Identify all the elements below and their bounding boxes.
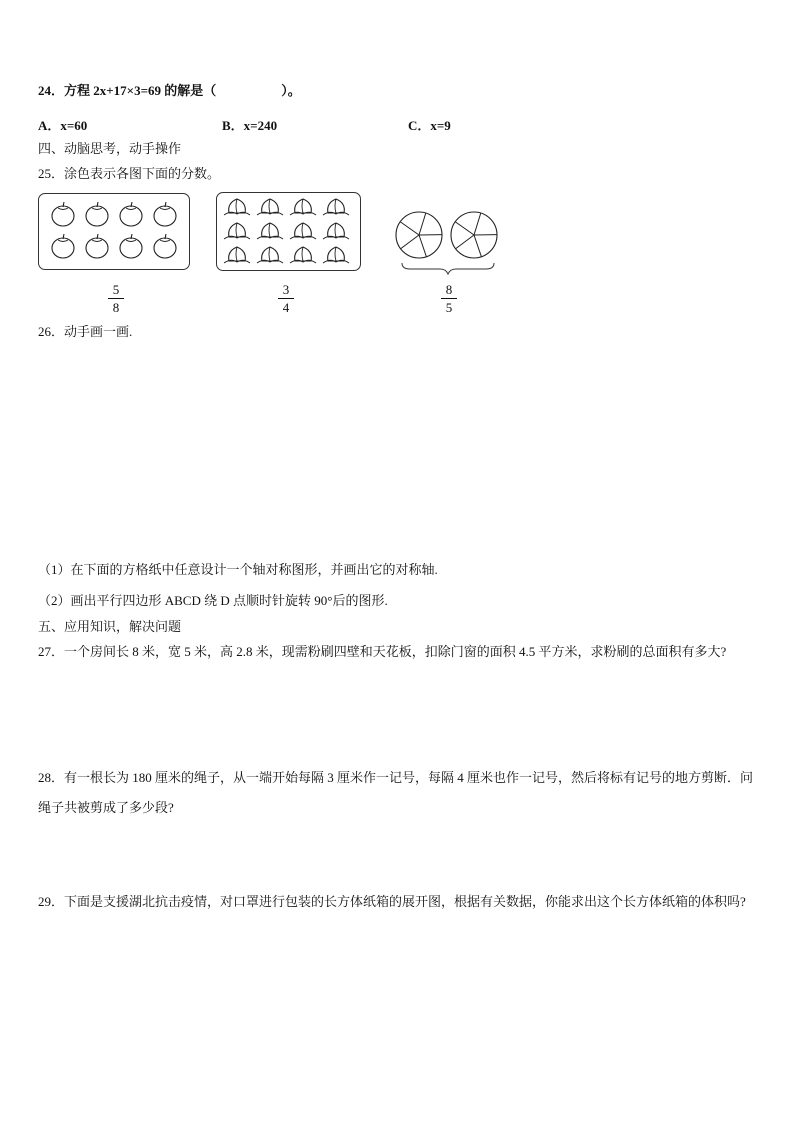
apple-icon	[154, 234, 176, 258]
question-24: 24．方程 2x+17×3=69 的解是（ ）。	[38, 83, 301, 98]
fraction-peaches	[274, 282, 298, 315]
option-c: C．x=9	[408, 118, 451, 133]
apple-icon	[120, 202, 142, 226]
apple-icon	[154, 202, 176, 226]
circle-icon	[396, 212, 442, 258]
peach-icon	[224, 247, 250, 263]
apple-icon	[86, 234, 108, 258]
peach-icon	[323, 199, 349, 215]
apple-icon	[86, 202, 108, 226]
fraction-denominator: 4	[282, 300, 290, 315]
question-26: 26．动手画一画.	[38, 324, 133, 339]
question-29: 29．下面是支援湖北抗击疫情，对口罩进行包装的长方体纸箱的展开图，根据有关数据，你能求出这个长方体纸箱的体积吗?	[38, 894, 746, 909]
peach-icon	[290, 247, 316, 263]
section-heading-5: 五、应用知识，解决问题	[38, 619, 182, 634]
apple-grid	[39, 194, 189, 269]
circle-diagram	[390, 205, 502, 275]
peach-icon	[257, 247, 283, 263]
question-25: 25．涂色表示各图下面的分数。	[38, 166, 221, 181]
question-27: 27．一个房间长 8 米，宽 5 米，高 2.8 米，现需粉刷四壁和天花板，扣除门窗的面积 4.5 平方米，求粉刷的总面积有多大?	[38, 644, 727, 659]
peach-icon	[290, 199, 316, 215]
option-a: A．x=60	[38, 118, 88, 133]
fraction-bar	[108, 298, 124, 299]
peach-grid	[217, 193, 360, 270]
question-28: 28．有一根长为 180 厘米的绳子，从一端开始每隔 3 厘米作一记号，每隔 4 厘米也作一记号，然后将标有记号的地方剪断．问绳子共被剪成了多少段?	[38, 770, 754, 815]
peach-icon	[224, 199, 250, 215]
apple-icon	[120, 234, 142, 258]
circle-icon	[451, 212, 497, 258]
option-b: B．x=240	[222, 118, 278, 133]
fraction-numerator: 8	[445, 282, 453, 297]
peach-box	[216, 192, 361, 271]
fraction-circles	[437, 282, 461, 315]
fraction-numerator: 5	[112, 282, 120, 297]
fraction-denominator: 8	[112, 300, 120, 315]
peach-icon	[323, 223, 349, 239]
fraction-denominator: 5	[445, 300, 453, 315]
question-26-part-2: （2）画出平行四边形 ABCD 绕 D 点顺时针旋转 90°后的图形.	[38, 593, 388, 608]
fraction-numerator: 3	[282, 282, 290, 297]
section-heading-4: 四、动脑思考，动手操作	[38, 141, 182, 156]
fraction-bar	[278, 298, 294, 299]
peach-icon	[323, 247, 349, 263]
apple-box	[38, 193, 190, 270]
apple-icon	[52, 202, 74, 226]
peach-icon	[257, 223, 283, 239]
peach-icon	[290, 223, 316, 239]
peach-icon	[224, 223, 250, 239]
fraction-apples	[104, 282, 128, 315]
peach-icon	[257, 199, 283, 215]
apple-icon	[52, 234, 74, 258]
question-26-part-1: （1）在下面的方格纸中任意设计一个轴对称图形，并画出它的对称轴.	[38, 562, 438, 577]
brace	[402, 263, 494, 274]
fraction-bar	[441, 298, 457, 299]
